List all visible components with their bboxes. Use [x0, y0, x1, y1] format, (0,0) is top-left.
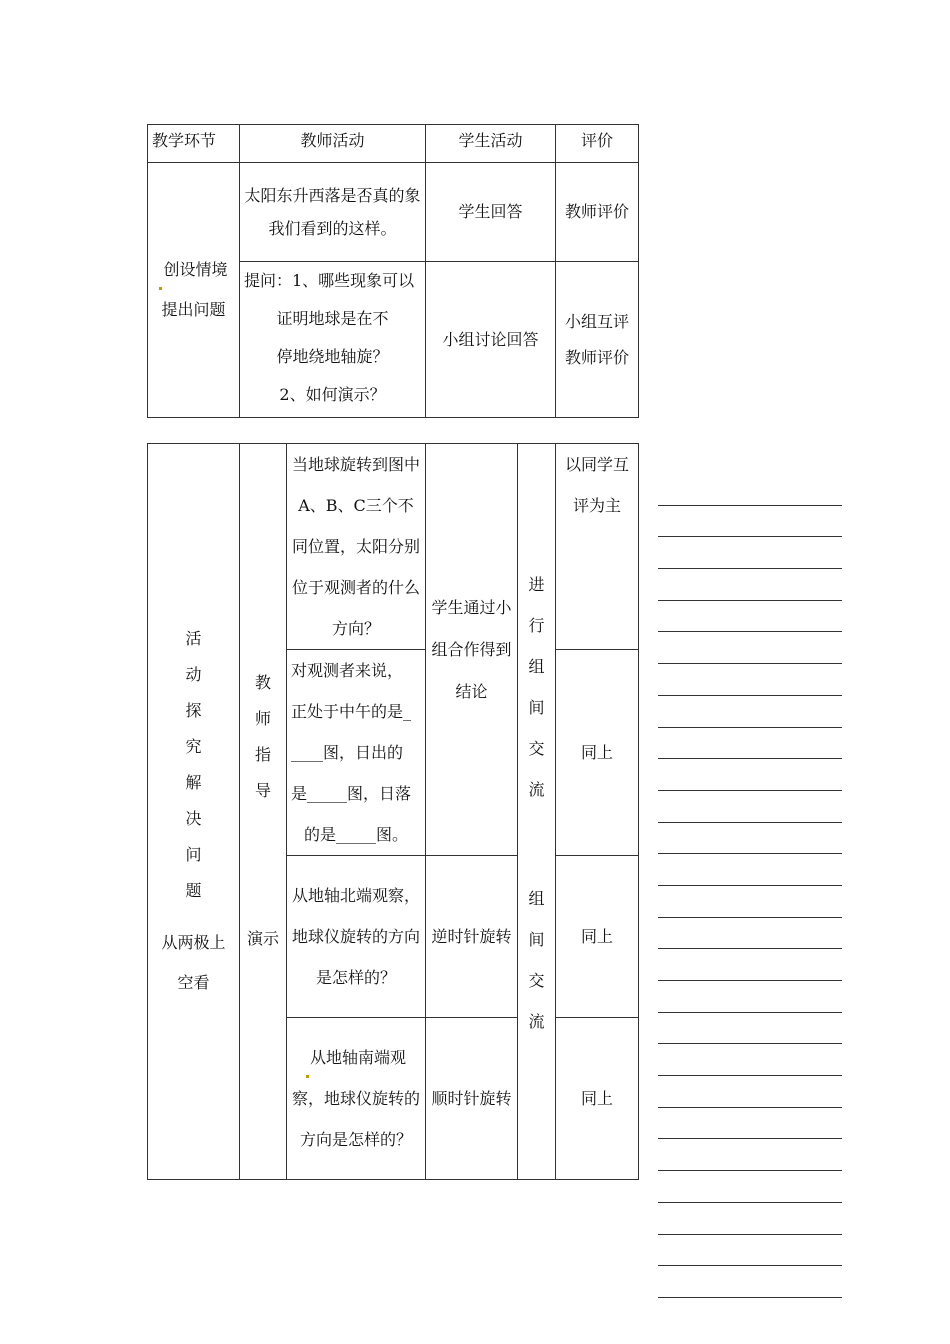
row2-teacher-line-4: 2、如何演示？	[279, 385, 386, 404]
note-line	[658, 1013, 842, 1045]
eval-4: 同上	[556, 1018, 639, 1180]
guide-cell	[240, 444, 287, 1180]
stage-line-1: 创设情境	[163, 260, 228, 279]
lesson-table-2	[147, 443, 639, 1180]
eval-2: 同上	[556, 650, 639, 856]
exchange-cell	[518, 444, 556, 1180]
note-line	[658, 696, 842, 728]
exchange-2: 组间交流	[528, 889, 545, 1031]
edit-mark-icon	[306, 1075, 309, 1078]
note-line	[658, 791, 842, 823]
note-line	[658, 981, 842, 1013]
note-line	[658, 1076, 842, 1108]
eval-3: 同上	[556, 856, 639, 1018]
note-line	[658, 1044, 842, 1076]
question-2	[287, 650, 426, 856]
note-line	[658, 854, 842, 886]
question-2-line-2: 正处于中午的是_	[291, 702, 412, 721]
note-lines	[658, 474, 842, 1298]
row2-teacher-line-3: 停地绕地轴旋？	[276, 347, 389, 366]
question-2-line-1: 对观测者来说，	[291, 661, 404, 680]
row2-eval-line-2: 教师评价	[564, 347, 629, 367]
note-line	[658, 918, 842, 950]
row2-teacher	[240, 262, 426, 418]
header-stage: 教学环节	[148, 125, 240, 163]
row2-eval	[556, 262, 639, 418]
stage-cell-2	[148, 444, 240, 1180]
row2-student: 小组讨论回答	[426, 262, 556, 418]
note-line	[658, 1108, 842, 1140]
answer-3: 逆时针旋转	[426, 856, 518, 1018]
header-teacher: 教师活动	[240, 125, 426, 163]
header-eval: 评价	[556, 125, 639, 163]
eval-1: 以同学互评为主	[556, 444, 639, 650]
question-3: 从地轴北端观察，地球仪旋转的方向是怎样的？	[287, 856, 426, 1018]
stage-sub-1: 从两极上	[161, 932, 226, 952]
question-2-line-4: 是_____图，日落	[291, 784, 412, 803]
row1-teacher: 太阳东升西落是否真的象我们看到的这样。	[240, 163, 426, 262]
question-2-line-5: 的是_____图。	[303, 825, 408, 844]
guide-vertical: 教师指导	[254, 672, 271, 800]
stage-cell	[148, 163, 240, 418]
header-student: 学生活动	[426, 125, 556, 163]
note-line	[658, 632, 842, 664]
row2-teacher-line-2: 证明地球是在不	[276, 309, 389, 328]
note-line	[658, 1235, 842, 1267]
note-line	[658, 474, 842, 506]
group-answer: 学生通过小组合作得到结论	[426, 444, 518, 856]
answer-4: 顺时针旋转	[426, 1018, 518, 1180]
note-line	[658, 759, 842, 791]
question-4	[287, 1018, 426, 1180]
note-line	[658, 1171, 842, 1203]
stage-sub-2: 空看	[177, 972, 210, 992]
lesson-table-1	[147, 124, 639, 418]
note-line	[658, 664, 842, 696]
guide-sub: 演示	[246, 928, 279, 948]
note-line	[658, 728, 842, 760]
note-line	[658, 569, 842, 601]
row1-student: 学生回答	[426, 163, 556, 262]
question-2-line-3: ____图，日出的	[291, 743, 404, 762]
stage-vertical: 活动探究解决问题	[185, 628, 202, 900]
row1-eval: 教师评价	[556, 163, 639, 262]
note-line	[658, 1266, 842, 1298]
note-line	[658, 506, 842, 538]
note-line	[658, 949, 842, 981]
note-line	[658, 823, 842, 855]
row2-teacher-line-1: 提问：1、哪些现象可以	[244, 271, 415, 290]
note-line	[658, 601, 842, 633]
note-line	[658, 1203, 842, 1235]
question-4-text: 从地轴南端观察，地球仪旋转的方向是怎样的？	[291, 1048, 420, 1149]
note-line	[658, 1139, 842, 1171]
question-1: 当地球旋转到图中A、B、C三个不同位置，太阳分别位于观测者的什么方向？	[287, 444, 426, 650]
stage-line-2: 提出问题	[161, 300, 226, 319]
note-line	[658, 537, 842, 569]
row2-eval-line-1: 小组互评	[564, 311, 629, 331]
exchange-1: 进行组间交流	[528, 575, 545, 799]
note-line	[658, 886, 842, 918]
